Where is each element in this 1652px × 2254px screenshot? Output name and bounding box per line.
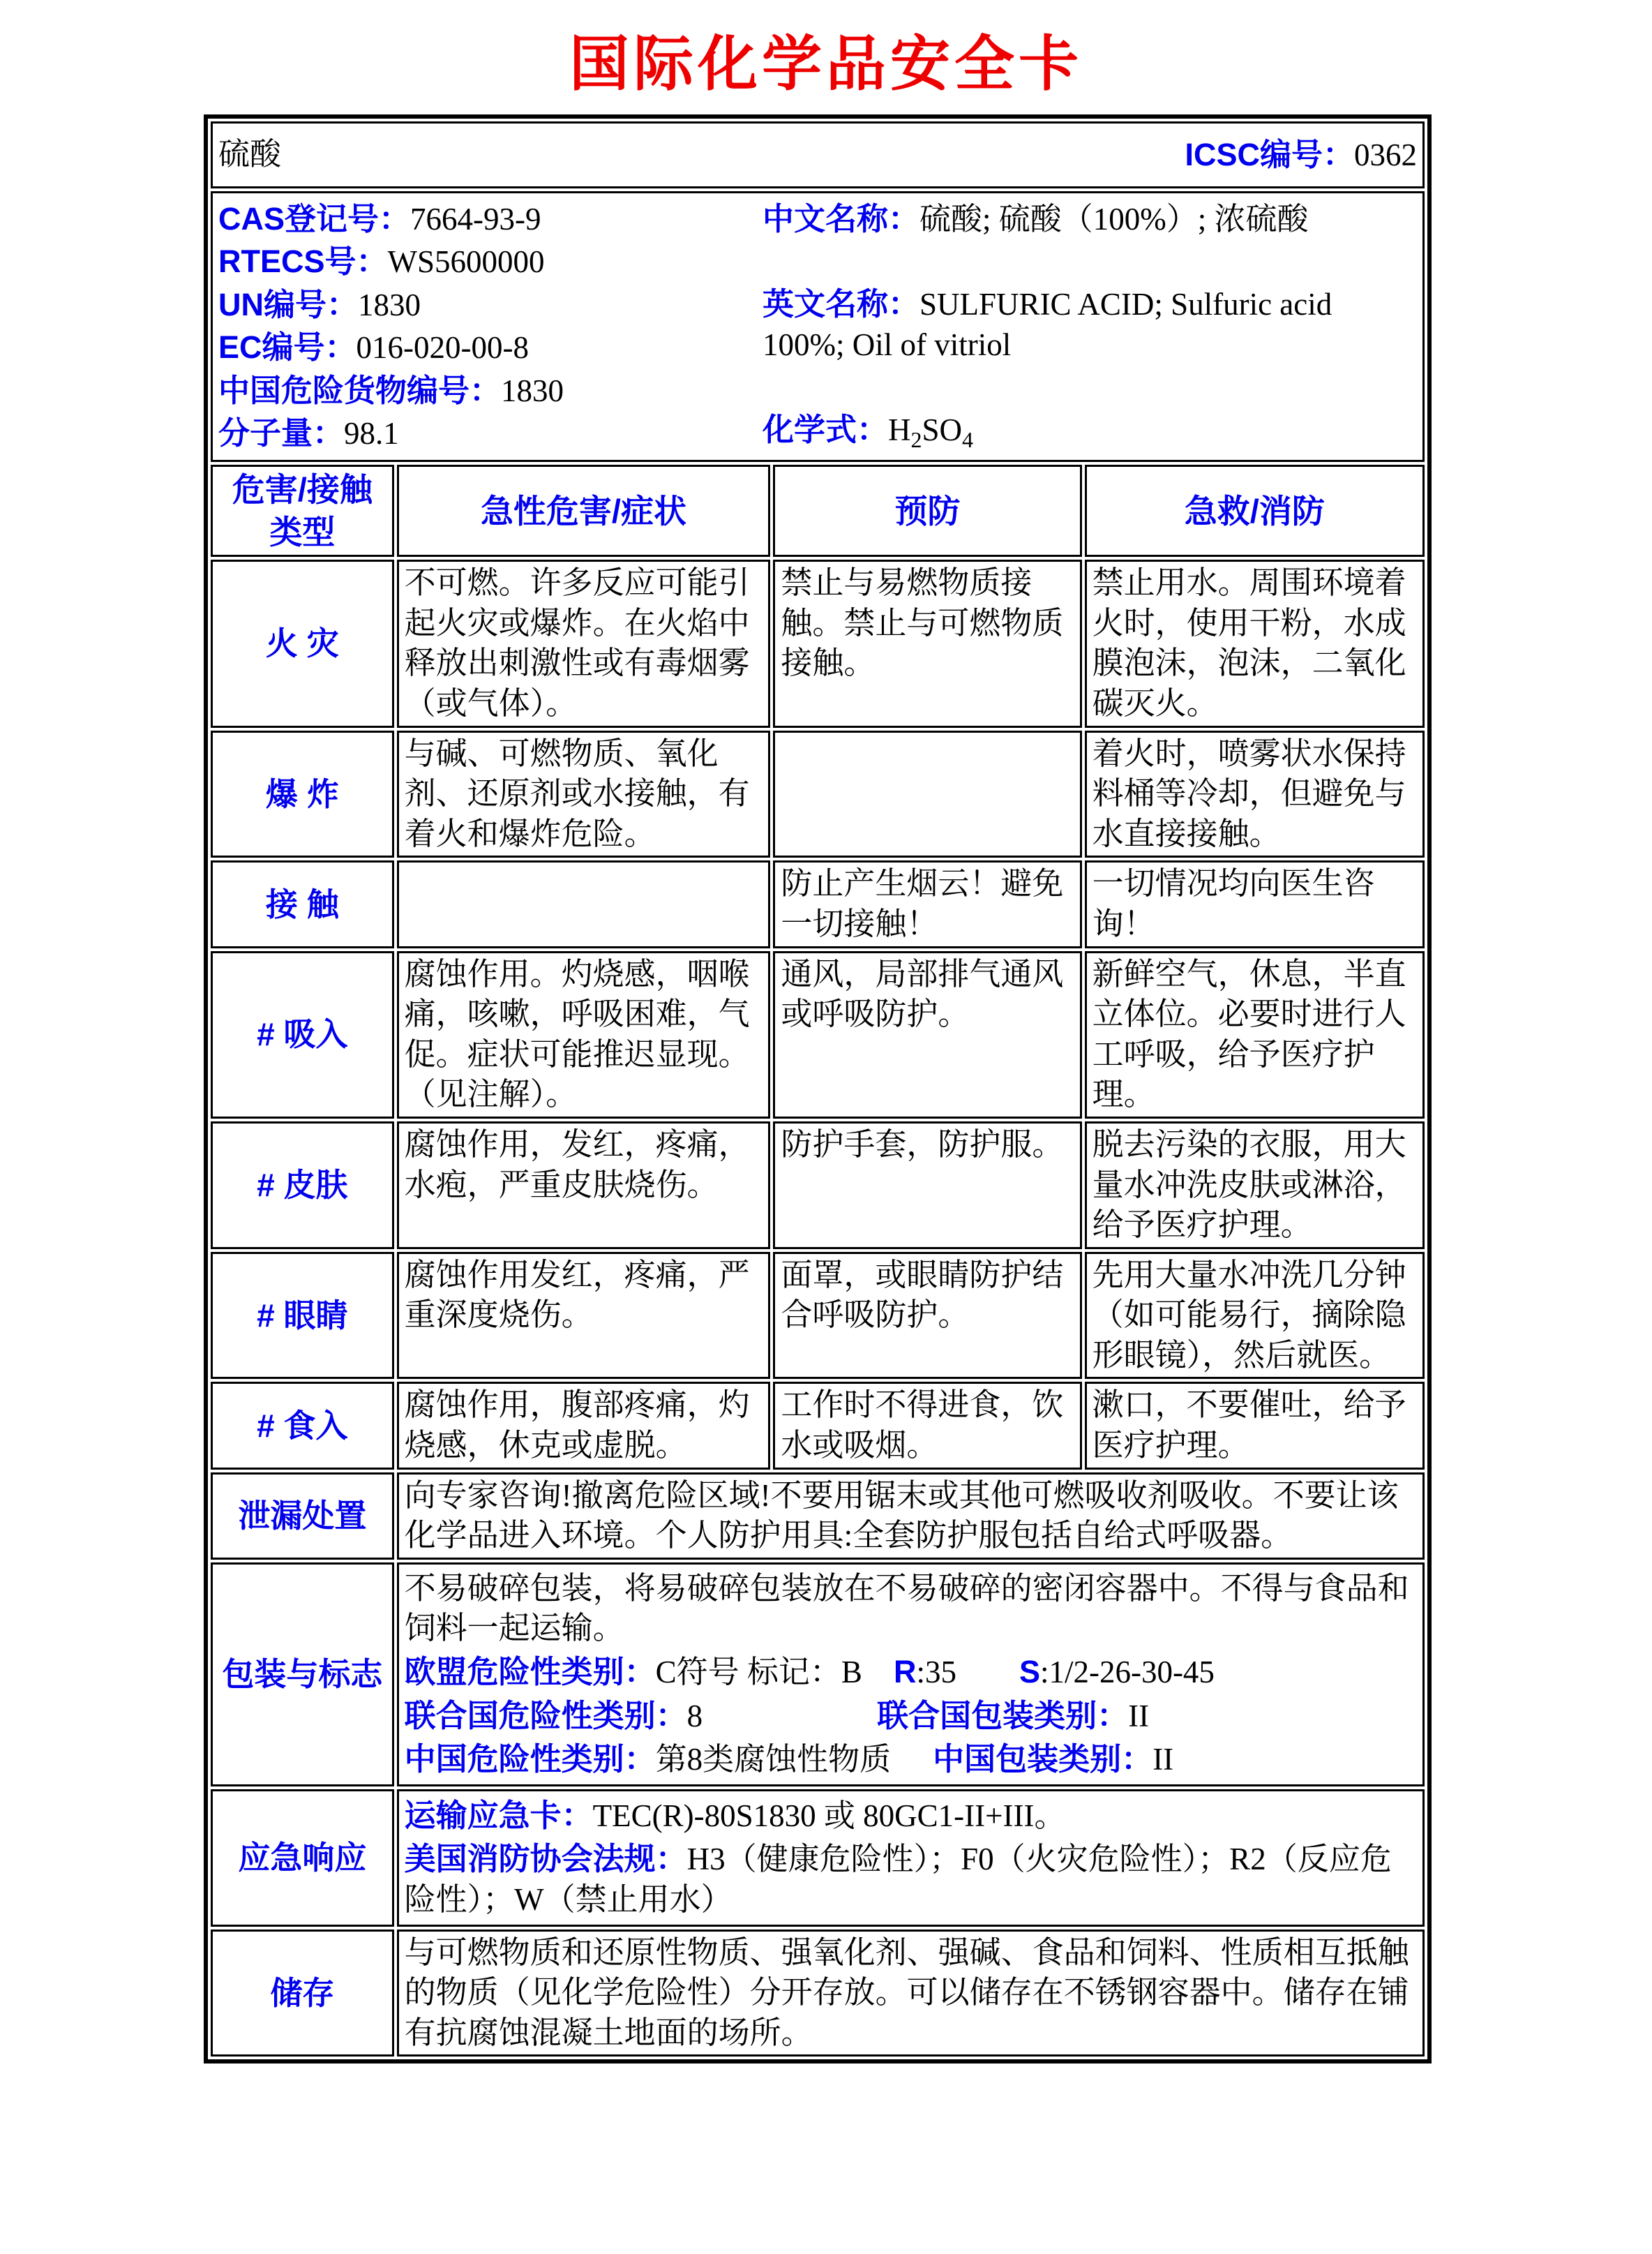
cas-number: CAS登记号：7664-93-9 (218, 201, 541, 237)
symptom-cell: 不可燃。许多反应可能引起火灾或爆炸。在火焰中释放出刺激性或有毒烟雾（或气体）。 (397, 560, 771, 727)
header-hazard-type: 危害/接触 类型 (211, 465, 394, 557)
hazard-row-ingestion (211, 1382, 1425, 1469)
emergency-row (211, 1789, 1425, 1927)
hazard-row-eyes (211, 1252, 1425, 1380)
id-cell (211, 121, 1425, 188)
storage-row (211, 1930, 1425, 2057)
firstaid-cell: 一切情况均向医生咨询！ (1085, 860, 1425, 948)
prevention-cell: 禁止与易燃物质接触。禁止与可燃物质接触。 (773, 560, 1081, 727)
chinese-name: 中文名称：硫酸; 硫酸（100%）; 浓硫酸 (763, 201, 1309, 237)
header-prevention: 预防 (773, 465, 1081, 557)
packaging-transport-text: 不易破碎包装，将易破碎包装放在不易破碎的密闭容器中。不得与食品和饲料一起运输。 (404, 1570, 1409, 1646)
identifiers-row (211, 191, 1425, 462)
emergency-content (397, 1789, 1425, 1927)
symptom-cell: 与碱、可燃物质、氧化剂、还原剂或水接触，有着火和爆炸危险。 (397, 731, 771, 858)
china-dg-number: 中国危险货物编号：1830 (218, 372, 564, 408)
hazard-row-exposure (211, 860, 1425, 948)
hazard-row-skin (211, 1121, 1425, 1249)
storage-text: 与可燃物质和还原性物质、强氧化剂、强碱、食品和饲料、性质相互抵触的物质（见化学危险性）分开存放。可以储存在不锈钢容器中。储存在铺有抗腐蚀混凝土地面的场所。 (397, 1930, 1425, 2057)
prevention-cell: 工作时不得进食，饮水或吸烟。 (773, 1382, 1081, 1469)
prevention-cell: 防止产生烟云！避免一切接触！ (773, 860, 1081, 948)
un-number: UN编号：1830 (218, 286, 421, 322)
firstaid-cell: 着火时，喷雾状水保持料桶等冷却，但避免与水直接接触。 (1085, 731, 1425, 858)
rtecs-number: RTECS号：WS5600000 (218, 244, 545, 280)
icsc-number (1185, 135, 1417, 176)
spill-label: 泄漏处置 (211, 1472, 394, 1560)
molecular-weight: 分子量：98.1 (218, 415, 399, 451)
hazard-header-row (211, 465, 1425, 557)
packaging-content (397, 1562, 1425, 1786)
packaging-row (211, 1562, 1425, 1786)
nfpa-line: 美国消防协会法规：H3（健康危险性）；F0（火灾危险性）；R2（反应危险性）；W（禁止用水） (404, 1841, 1392, 1917)
symptom-cell: 腐蚀作用，腹部疼痛，灼烧感，休克或虚脱。 (397, 1382, 771, 1469)
storage-label: 储存 (211, 1930, 394, 2057)
hazard-row-inhalation (211, 951, 1425, 1119)
name-list (763, 195, 1417, 458)
safety-card-table (204, 114, 1432, 2063)
hazard-type: # 吸入 (211, 951, 394, 1119)
chemical-formula: 化学式：$H_2SO_4$ (763, 412, 974, 453)
firstaid-cell: 新鲜空气，休息，半直立体位。必要时进行人工呼吸，给予医疗护理。 (1085, 951, 1425, 1119)
prevention-cell (773, 731, 1081, 858)
transport-emergency-card-line: 运输应急卡：TEC(R)-80S1830 或 80GC1-II+III。 (404, 1797, 1066, 1833)
hazard-type: # 皮肤 (211, 1121, 394, 1249)
identifier-list (218, 195, 763, 458)
eu-hazard-class-line: 欧盟危险性类别：C符号 标记：B R:35 S:1/2-26-30-45 (404, 1654, 1215, 1690)
header-firstaid: 急救/消防 (1085, 465, 1425, 557)
hazard-type: # 眼睛 (211, 1252, 394, 1380)
symptom-cell: 腐蚀作用，发红，疼痛，水疱，严重皮肤烧伤。 (397, 1121, 771, 1249)
firstaid-cell: 禁止用水。周围环境着火时，使用干粉，水成膜泡沫，泡沫，二氧化碳灭火。 (1085, 560, 1425, 727)
hazard-type: # 食入 (211, 1382, 394, 1469)
packaging-label: 包装与标志 (211, 1562, 394, 1786)
firstaid-cell: 漱口，不要催吐，给予医疗护理。 (1085, 1382, 1425, 1469)
hazard-row-explosion (211, 731, 1425, 858)
spill-row (211, 1472, 1425, 1560)
firstaid-cell: 脱去污染的衣服，用大量水冲洗皮肤或淋浴，给予医疗护理。 (1085, 1121, 1425, 1249)
page-title: 国际化学品安全卡 (569, 31, 1083, 98)
hazard-type: 接 触 (211, 860, 394, 948)
hazard-type: 爆 炸 (211, 731, 394, 858)
id-row (211, 121, 1425, 188)
hazard-type: 火 灾 (211, 560, 394, 727)
firstaid-cell: 先用大量水冲洗几分钟（如可能易行，摘除隐形眼镜），然后就医。 (1085, 1252, 1425, 1380)
header-symptoms: 急性危害/症状 (397, 465, 771, 557)
prevention-cell: 面罩，或眼睛防护结合呼吸防护。 (773, 1252, 1081, 1380)
identifiers-cell (211, 191, 1425, 462)
substance-name: 硫酸 (218, 137, 282, 172)
spill-text: 向专家咨询!撤离危险区域!不要用锯末或其他可燃吸收剂吸收。不要让该化学品进入环境。个人防护用具:全套防护服包括自给式呼吸器。 (397, 1472, 1425, 1560)
icsc-label: ICSC编号： (1185, 136, 1354, 172)
prevention-cell: 防护手套，防护服。 (773, 1121, 1081, 1249)
un-class-line: 联合国危险性类别：8 联合国包装类别：II (404, 1697, 1150, 1733)
ec-number: EC编号：016-020-00-8 (218, 329, 529, 366)
emergency-label: 应急响应 (211, 1789, 394, 1927)
symptom-cell: 腐蚀作用发红，疼痛，严重深度烧伤。 (397, 1252, 771, 1380)
china-class-line: 中国危险性类别：第8类腐蚀性物质 中国包装类别：II (404, 1741, 1174, 1777)
icsc-value: 0362 (1354, 137, 1417, 172)
english-name: 英文名称：SULFURIC ACID; Sulfuric acid 100%; Oil of vitriol (763, 286, 1332, 362)
symptom-cell (397, 860, 771, 948)
hazard-row-fire (211, 560, 1425, 727)
symptom-cell: 腐蚀作用。灼烧感，咽喉痛，咳嗽，呼吸困难，气促。症状可能推迟显现。（见注解）。 (397, 951, 771, 1119)
prevention-cell: 通风，局部排气通风或呼吸防护。 (773, 951, 1081, 1119)
